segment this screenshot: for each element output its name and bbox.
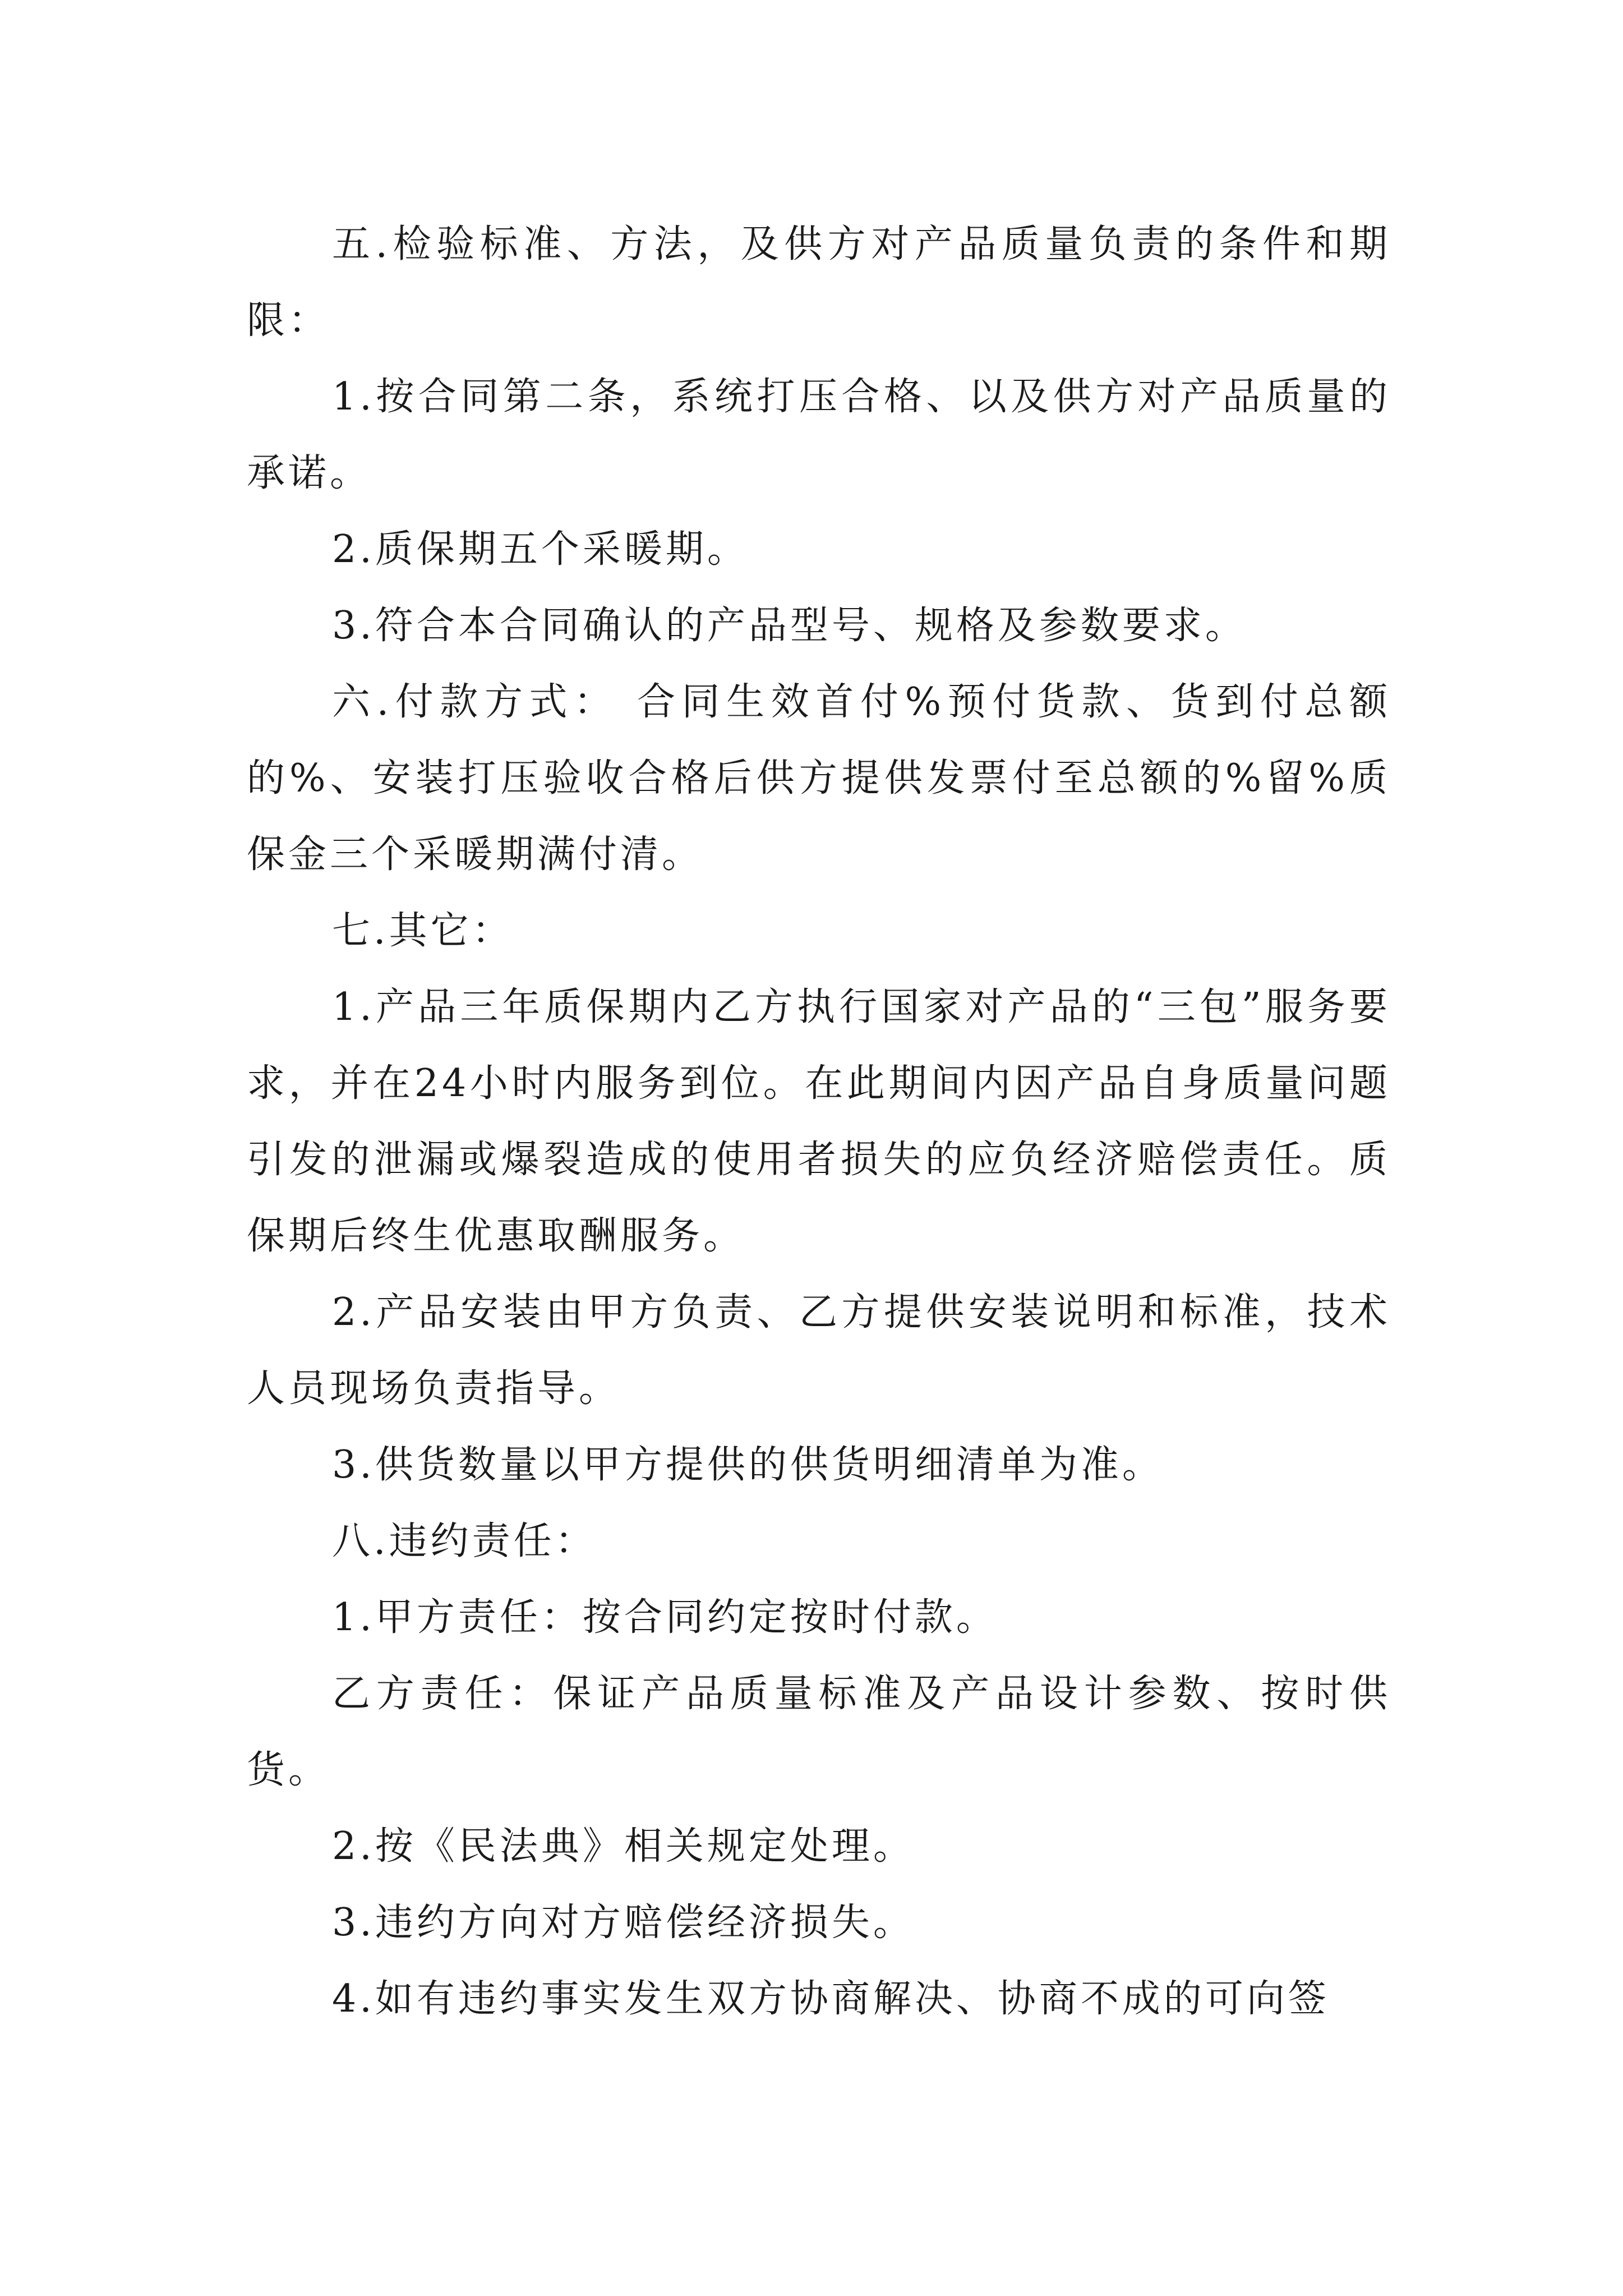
section-seven-item-3: 3.供货数量以甲方提供的供货明细清单为准。 <box>332 1443 1164 1487</box>
section-seven-item-2: 2.产品安装由甲方负责、乙方提供安装说明和标准，技术人员现场负责指导。 <box>247 1290 1391 1411</box>
section-eight-heading: 八.违约责任： <box>332 1519 597 1563</box>
section-seven-heading: 七.其它： <box>332 909 514 953</box>
section-five-item-1: 1.按合同第二条，系统打压合格、以及供方对产品质量的承诺。 <box>247 375 1391 495</box>
section-seven-item-1: 1.产品三年质保期内乙方执行国家对产品的“三包”服务要求，并在24小时内服务到位。在此期间内因产品自身质量问题引发的泄漏或爆裂造成的使用者损失的应负经济赔偿责任。质保期后终生优惠取酬服务。 <box>247 985 1391 1258</box>
section-eight-item-4: 4.如有违约事实发生双方协商解决、协商不成的可向签 <box>332 1977 1330 2021</box>
section-eight-item-1: 1.甲方责任：按合同约定按时付款。 <box>332 1595 998 1640</box>
section-six-payment: 六.付款方式： 合同生效首付%预付货款、货到付总额的%、安装打压验收合格后供方提供发票付至总额的%留%质保金三个采暖期满付清。 <box>247 680 1391 877</box>
section-eight-party-b: 乙方责任：保证产品质量标准及产品设计参数、按时供货。 <box>247 1672 1391 1792</box>
section-eight-item-3: 3.违约方向对方赔偿经济损失。 <box>332 1901 915 1945</box>
section-five-item-3: 3.符合本合同确认的产品型号、规格及参数要求。 <box>332 604 1247 648</box>
section-eight-item-2: 2.按《民法典》相关规定处理。 <box>332 1824 915 1869</box>
section-five-heading: 五.检验标准、方法，及供方对产品质量负责的条件和期限： <box>247 222 1391 343</box>
section-five-item-2: 2.质保期五个采暖期。 <box>332 527 749 572</box>
document-body <box>247 206 1391 2037</box>
